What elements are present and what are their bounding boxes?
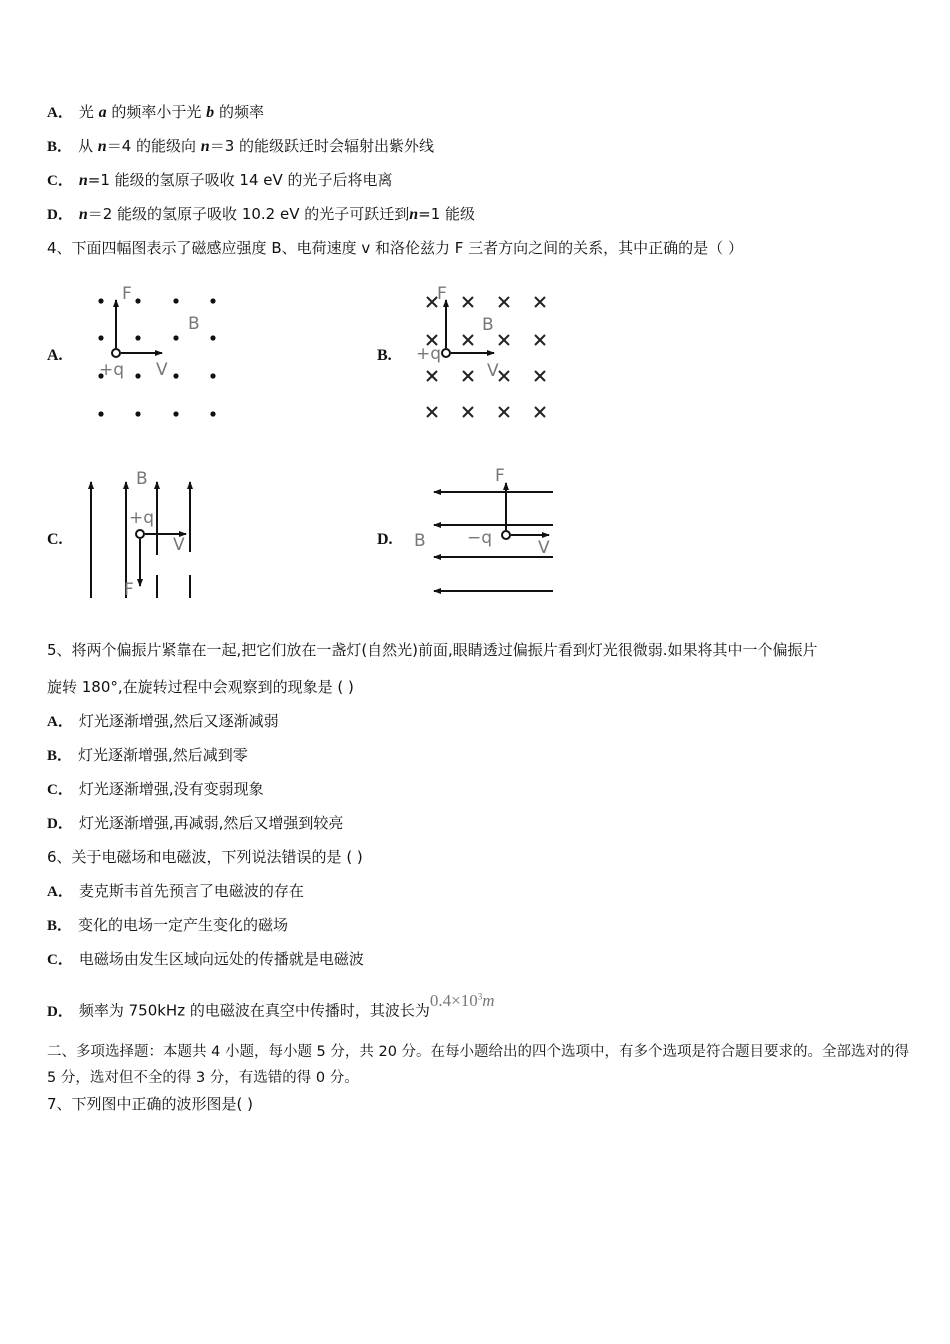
q5-stem-line2: 旋转 180°,在旋转过程中会观察到的现象是 ( ) [47, 678, 354, 696]
q3-option-c: C． n=1 能级的氢原子吸收 14 eV 的光子后将电离 [47, 171, 393, 189]
label-v: V [156, 360, 168, 380]
diagram-a [98, 284, 215, 417]
q4-option-c-label: C. [47, 531, 63, 548]
label-q: +q [99, 360, 125, 380]
label-f: F [124, 580, 134, 600]
q6-option-a: A． 麦克斯韦首先预言了电磁波的存在 [47, 882, 304, 900]
q3-option-b: B． 从 n＝4 的能级向 n＝3 的能级跃迁时会辐射出紫外线 [47, 137, 435, 155]
label-v: V [487, 361, 499, 381]
diagram-d [414, 466, 553, 591]
field-lines [434, 492, 553, 591]
q5-option-a: A． 灯光逐渐增强,然后又逐渐减弱 [47, 712, 279, 730]
label-f: F [495, 466, 505, 486]
q4-stem: 4、下面四幅图表示了磁感应强度 B、电荷速度 v 和洛伦兹力 F 三者方向之间的关系，其中正确的是（ ） [47, 239, 743, 257]
diagram-b [416, 284, 545, 417]
label-q: +q [416, 344, 442, 364]
wavelength-formula: $0.4\times 10^3m$ [429, 990, 495, 1010]
q4-diagrams [0, 0, 950, 640]
q6-option-c: C． 电磁场由发生区域向远处的传播就是电磁波 [47, 950, 364, 968]
section2-instructions: 二、多项选择题：本题共 4 小题，每小题 5 分，共 20 分。在每小题给出的四个选项中，有多个选项是符合题目要求的。全部选对的得 5 分，选对但不全的得 3 分，有选错的得 0 分。 [47, 1044, 910, 1086]
q4-option-d-label: D. [377, 531, 393, 548]
label-v: V [173, 535, 185, 555]
label-b: B [414, 531, 426, 551]
label-f: F [122, 284, 132, 304]
q6-option-d: D． 频率为 750kHz 的电磁波在真空中传播时，其波长为$0.4\times 10^3m$ [47, 990, 495, 1020]
q5-option-d: D． 灯光逐渐增强,再减弱,然后又增强到较亮 [47, 814, 344, 832]
q7-stem: 7、下列图中正确的波形图是( ) [47, 1095, 254, 1113]
q3-option-d: D． n＝2 能级的氢原子吸收 10.2 eV 的光子可跃迁到n=1 能级 [47, 205, 476, 223]
q3-option-a: A． 光 a 的频率小于光 b 的频率 [47, 103, 264, 121]
label-f: F [437, 284, 447, 304]
q5-option-b: B． 灯光逐渐增强,然后减到零 [47, 746, 248, 764]
q5-option-c: C． 灯光逐渐增强,没有变弱现象 [47, 780, 264, 798]
q4-option-b-label: B. [377, 347, 392, 364]
label-v: V [538, 538, 550, 558]
charge [112, 349, 120, 357]
q5-stem-line1: 5、将两个偏振片紧靠在一起,把它们放在一盏灯(自然光)前面,眼睛透过偏振片看到灯光很微弱.如果将其中一个偏振片 [47, 641, 818, 659]
q6-stem: 6、关于电磁场和电磁波，下列说法错误的是 ( ) [47, 848, 363, 866]
charge [442, 349, 450, 357]
label-b: B [136, 469, 148, 489]
label-b: B [482, 315, 494, 335]
q6-option-b: B． 变化的电场一定产生变化的磁场 [47, 916, 289, 934]
diagram-c [91, 469, 190, 600]
charge [502, 531, 510, 539]
charge [136, 530, 144, 538]
label-q: +q [129, 508, 155, 528]
label-b: B [188, 314, 200, 334]
q4-option-a-label: A. [47, 347, 63, 364]
label-q: −q [467, 528, 493, 548]
